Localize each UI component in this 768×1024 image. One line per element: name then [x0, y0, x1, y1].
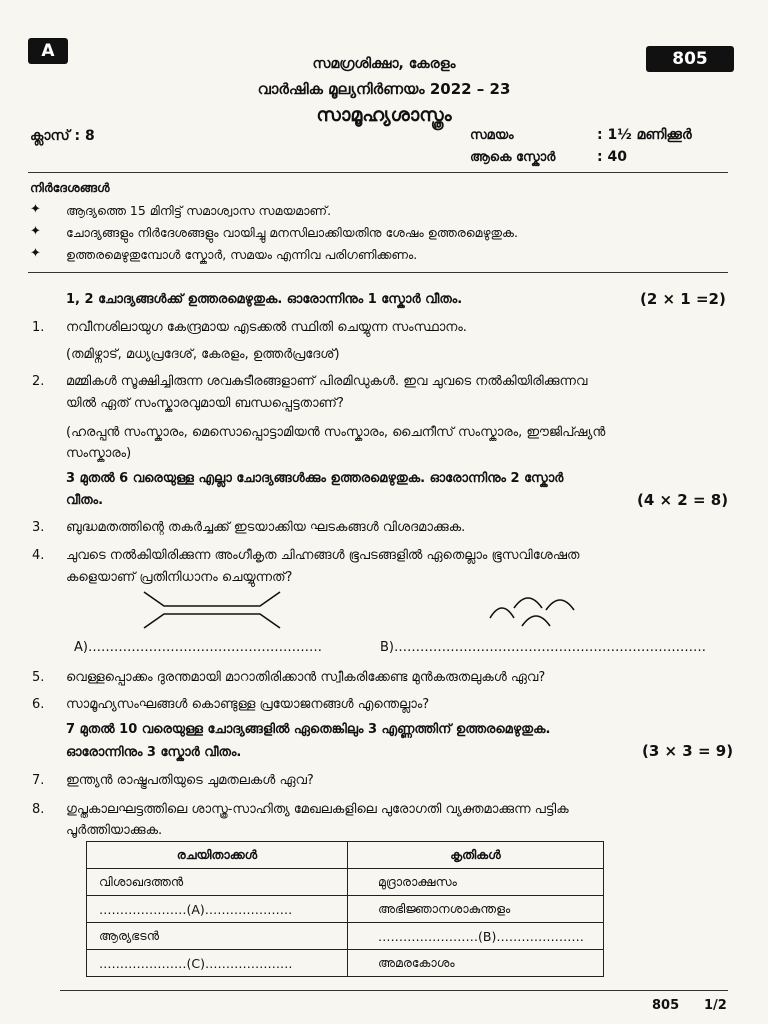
table-header-cell: കൃതികൾ [348, 842, 604, 869]
question-options: (തമിഴ്നാട്, മധ്യപ്രദേശ്, കേരളം, ഉത്തർപ്രദേശ്) [66, 347, 340, 362]
table-cell: …………………(A)………………… [87, 896, 348, 923]
question-options: (ഹരപ്പൻ സംസ്കാരം, മെസൊപ്പൊട്ടാമിയൻ സംസ്കാരം, ചൈനീസ് സംസ്കാരം, ഈജിപ്ഷ്യൻ [66, 425, 606, 440]
instructions-title: നിർദേശങ്ങൾ [30, 180, 110, 195]
exam-title: വാർഷിക മൂല്യനിർണയം 2022 – 23 [257, 80, 511, 98]
question-text: സാമൂഹ്യസംഘങ്ങൾ കൊണ്ടുള്ള പ്രയോജനങ്ങൾ എന്തെല്ലാം? [66, 697, 430, 712]
time-label: സമയം [470, 128, 514, 143]
page-number: 1/2 [704, 998, 727, 1013]
answer-line-a: A)……………………………………………… [74, 640, 322, 655]
instruction-item: ആദ്യത്തെ 15 മിനിട്ട് സമാശ്വാസ സമയമാണ്. [66, 203, 332, 218]
question-text: ഗുപ്തകാലഘട്ടത്തിലെ ശാസ്ത്ര-സാഹിത്യ മേഖലകളിലെ പുരോഗതി വ്യക്തമാക്കുന്ന പട്ടിക [66, 802, 569, 817]
question-number: 6. [32, 697, 45, 712]
question-text: മമ്മികൾ സൂക്ഷിച്ചിരുന്ന ശവകുടീരങ്ങളാണ് പിരമിഡുകൾ. ഇവ ചുവടെ നൽകിയിരിക്കുന്നവ [66, 374, 588, 389]
table-cell: …………………(C)………………… [87, 950, 348, 977]
table-cell: മുദ്രാരാക്ഷസം [348, 869, 604, 896]
question-text: നവീനശിലായുഗ കേന്ദ്രമായ എടക്കൽ സ്ഥിതി ചെയ്യുന്ന സംസ്ഥാനം. [66, 320, 467, 335]
question-text: വെള്ളപ്പൊക്കം ദുരന്തമായി മാറാതിരിക്കാൻ സ്വീകരിക്കേണ്ട മുൻകരുതലുകൾ ഏവ? [66, 670, 546, 685]
answer-line-b: B)……………………………………………………………… [380, 640, 706, 655]
section-marks: (3 × 3 = 9) [642, 742, 734, 760]
bridge-symbol-icon [138, 588, 286, 632]
question-number: 2. [32, 374, 45, 389]
section-instruction: വീതം. [66, 493, 104, 508]
question-text: പൂർത്തിയാക്കുക. [66, 823, 163, 838]
time-value: : 1½ മണിക്കൂർ [597, 127, 692, 143]
question-text: യിൽ ഏത് സംസ്കാരവുമായി ബന്ധപ്പെട്ടതാണ്? [66, 396, 344, 411]
table-row [87, 923, 604, 950]
question-number: 4. [32, 548, 45, 563]
section-marks: (2 × 1 =2) [640, 290, 726, 308]
hills-symbol-icon [486, 590, 586, 630]
question-number: 8. [32, 802, 45, 817]
table-header-row [87, 842, 604, 869]
bullet-star-icon: ✦ [30, 202, 41, 217]
question-number: 1. [32, 320, 45, 335]
question-text: ഇന്ത്യൻ രാഷ്ട്രപതിയുടെ ചുമതലകൾ ഏവ? [66, 773, 314, 788]
table-row [87, 950, 604, 977]
bullet-star-icon: ✦ [30, 246, 41, 261]
question-number: 5. [32, 670, 45, 685]
footer-divider [60, 990, 728, 991]
section-instruction: 7 മുതൽ 10 വരെയുള്ള ചോദ്യങ്ങളിൽ ഏതെങ്കിലും 3 എണ്ണത്തിന് ഉത്തരമെഴുതുക. [66, 722, 551, 737]
header-divider [28, 172, 728, 173]
table-row [87, 869, 604, 896]
instruction-item: ഉത്തരമെഴുതുമ്പോൾ സ്കോർ, സമയം എന്നിവ പരിഗണിക്കണം. [66, 247, 418, 262]
table-cell: അഭിജ്ഞാനശാകുന്തളം [348, 896, 604, 923]
subject-title: സാമൂഹ്യശാസ്ത്രം [316, 104, 452, 126]
section-instruction: 1, 2 ചോദ്യങ്ങൾക്ക് ഉത്തരമെഴുതുക. ഓരോന്നിനും 1 സ്കോർ വീതം. [66, 292, 463, 307]
question-options: സംസ്കാരം) [66, 446, 132, 461]
question-text: ബുദ്ധമതത്തിന്റെ തകർച്ചക്ക് ഇടയാക്കിയ ഘടകങ്ങൾ വിശദമാക്കുക. [66, 520, 466, 535]
question-number: 7. [32, 773, 45, 788]
table-cell: വിശാഖദത്തൻ [87, 869, 348, 896]
section-marks: (4 × 2 = 8) [637, 491, 729, 509]
paper-code-badge: 805 [646, 46, 734, 72]
footer-code: 805 [652, 998, 680, 1013]
score-value: : 40 [597, 149, 627, 165]
question-text: കളെയാണ് പ്രതിനിധാനം ചെയ്യുന്നത്? [66, 570, 293, 585]
set-badge: A [28, 38, 68, 64]
instructions-divider [28, 272, 728, 273]
authors-works-table [86, 841, 604, 977]
score-label: ആകെ സ്കോർ [470, 150, 556, 165]
question-text: ചുവടെ നൽകിയിരിക്കുന്ന അംഗീകൃത ചിഹ്നങ്ങൾ ഭൂപടങ്ങളിൽ ഏതെല്ലാം ഭൂസവിശേഷത [66, 548, 580, 563]
table-row [87, 896, 604, 923]
question-number: 3. [32, 520, 45, 535]
table-cell: ……………………(B)………………… [348, 923, 604, 950]
section-instruction: 3 മുതൽ 6 വരെയുള്ള എല്ലാ ചോദ്യങ്ങൾക്കും ഉത്തരമെഴുതുക. ഓരോന്നിനും 2 സ്കോർ [66, 471, 564, 486]
bullet-star-icon: ✦ [30, 224, 41, 239]
table-cell: അമരകോശം [348, 950, 604, 977]
instruction-item: ചോദ്യങ്ങളും നിർദേശങ്ങളും വായിച്ചു മനസിലാക്കിയതിനു ശേഷം ഉത്തരമെഴുതുക. [66, 225, 518, 240]
section-instruction: ഓരോന്നിനും 3 സ്കോർ വീതം. [66, 745, 242, 760]
class-label: ക്ലാസ് : 8 [30, 128, 95, 144]
table-header-cell: രചയിതാക്കൾ [87, 842, 348, 869]
org-title: സമഗ്രശിക്ഷാ, കേരളം [312, 56, 456, 72]
table-cell: ആര്യഭടൻ [87, 923, 348, 950]
